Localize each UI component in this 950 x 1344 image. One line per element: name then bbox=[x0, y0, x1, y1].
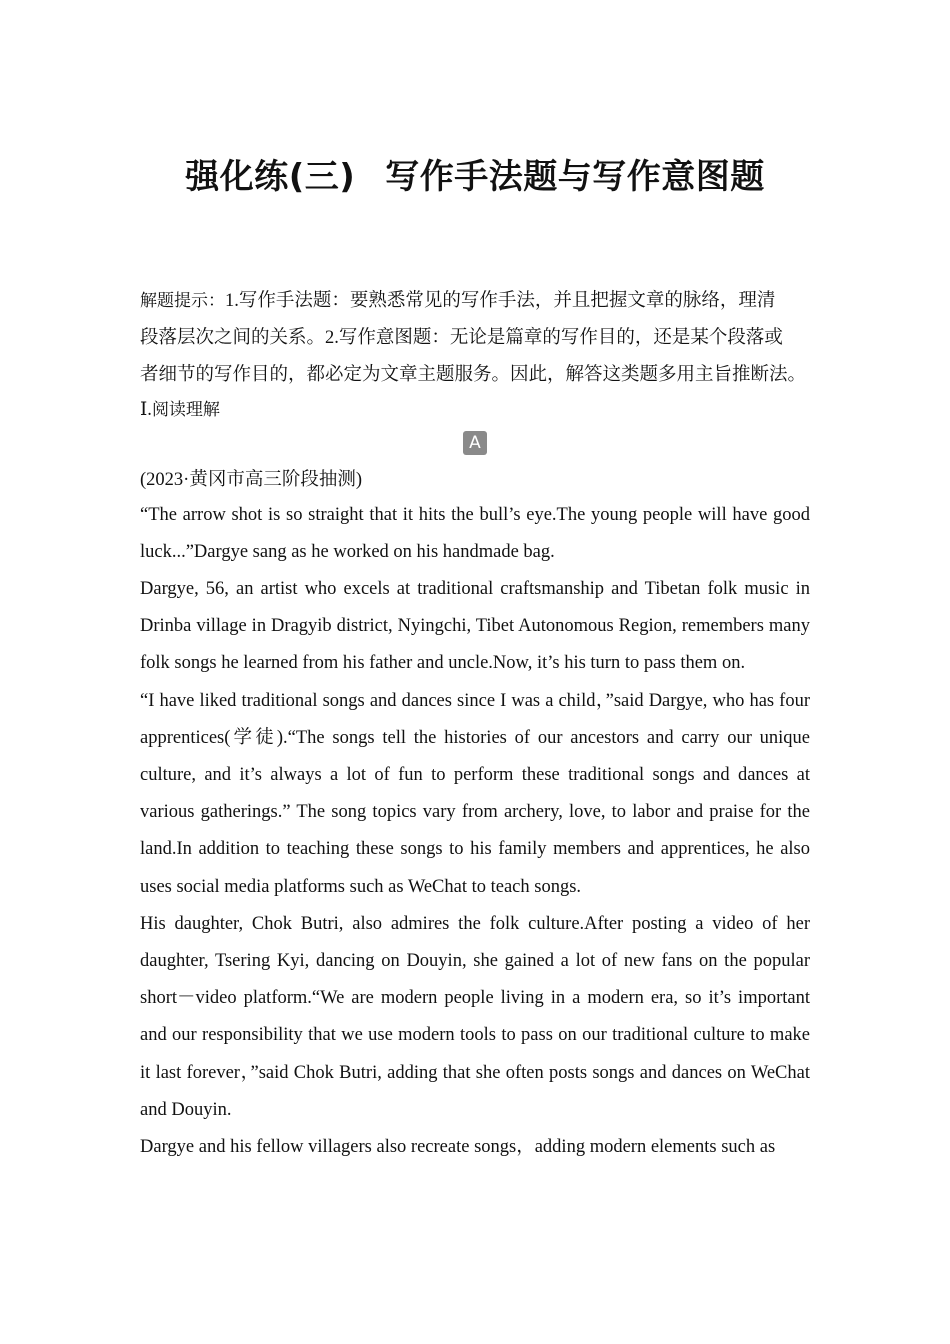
passage-paragraph-5: Dargye and his fellow villagers also recreate songs，adding modern elements such as bbox=[140, 1137, 776, 1158]
passage-badge-row bbox=[140, 425, 810, 463]
hint-line-1 bbox=[140, 283, 810, 320]
hint-line-3: 者细节的写作目的，都必定为文章主题服务。因此，解答这类题多用主旨推断法。 bbox=[140, 365, 807, 386]
passage-paragraph-2: Dargye, 56, an artist who excels at traditional craftsmanship and Tibetan folk music in Drinba village in Dragyib district, Nyingchi, Tibet Autonomous Region, remembers many folk songs he learned from his father and uncle.Now, it’s his turn to pass them on. bbox=[140, 579, 810, 674]
section-numeral: Ⅰ. bbox=[140, 399, 152, 420]
hint-text-1: 1.写作手法题：要熟悉常见的写作手法，并且把握文章的脉络，理清 bbox=[225, 291, 776, 311]
passage-paragraph-1: “The arrow shot is so straight that it hits the bull’s eye.The young people will have good luck...”Dargye sang as he worked on his handmade bag. bbox=[140, 504, 810, 562]
hint-label: 解题提示： bbox=[140, 291, 225, 311]
section-heading bbox=[140, 395, 810, 425]
hint-line-2: 段落层次之间的关系。2.写作意图题：无论是篇章的写作目的，还是某个段落或 bbox=[140, 328, 783, 349]
passage-paragraph-4: His daughter, Chok Butri, also admires the folk culture.After posting a video of her daughter, Tsering Kyi, dancing on Douyin, she gained a lot of new fans on the popular short－video platform.“We are modern people living in a modern era, so it’s important and our responsibility that we use modern tools to pass on our traditional culture to make it last forever，”said Chok Butri, adding that she often posts songs and dances on WeChat and Douyin. bbox=[140, 913, 810, 1120]
passage-paragraph-3: “I have liked traditional songs and dances since I was a child，”said Dargye, who has four apprentices(学徒).“The songs tell the histories of our ancestors and carry our unique culture, and it’s always a lot of fun to perform these traditional songs and dances at various gatherings.” The song topics vary from archery, love, to labor and praise for the land.In addition to teaching these songs to his family members and apprentices, he also uses social media platforms such as WeChat to teach songs. bbox=[140, 690, 810, 897]
section-heading-text: 阅读理解 bbox=[151, 399, 220, 420]
page-title-part-2: 写作手法题与写作意图题 bbox=[385, 157, 765, 197]
passage-label-badge: A bbox=[463, 431, 487, 455]
solving-hint bbox=[140, 283, 810, 395]
passage-text bbox=[140, 497, 810, 1167]
page-title bbox=[0, 152, 950, 202]
document-body bbox=[140, 283, 810, 1166]
page-title-part-1: 强化练(三) bbox=[185, 157, 356, 197]
passage-source: (2023·黄冈市高三阶段抽测) bbox=[140, 469, 362, 490]
